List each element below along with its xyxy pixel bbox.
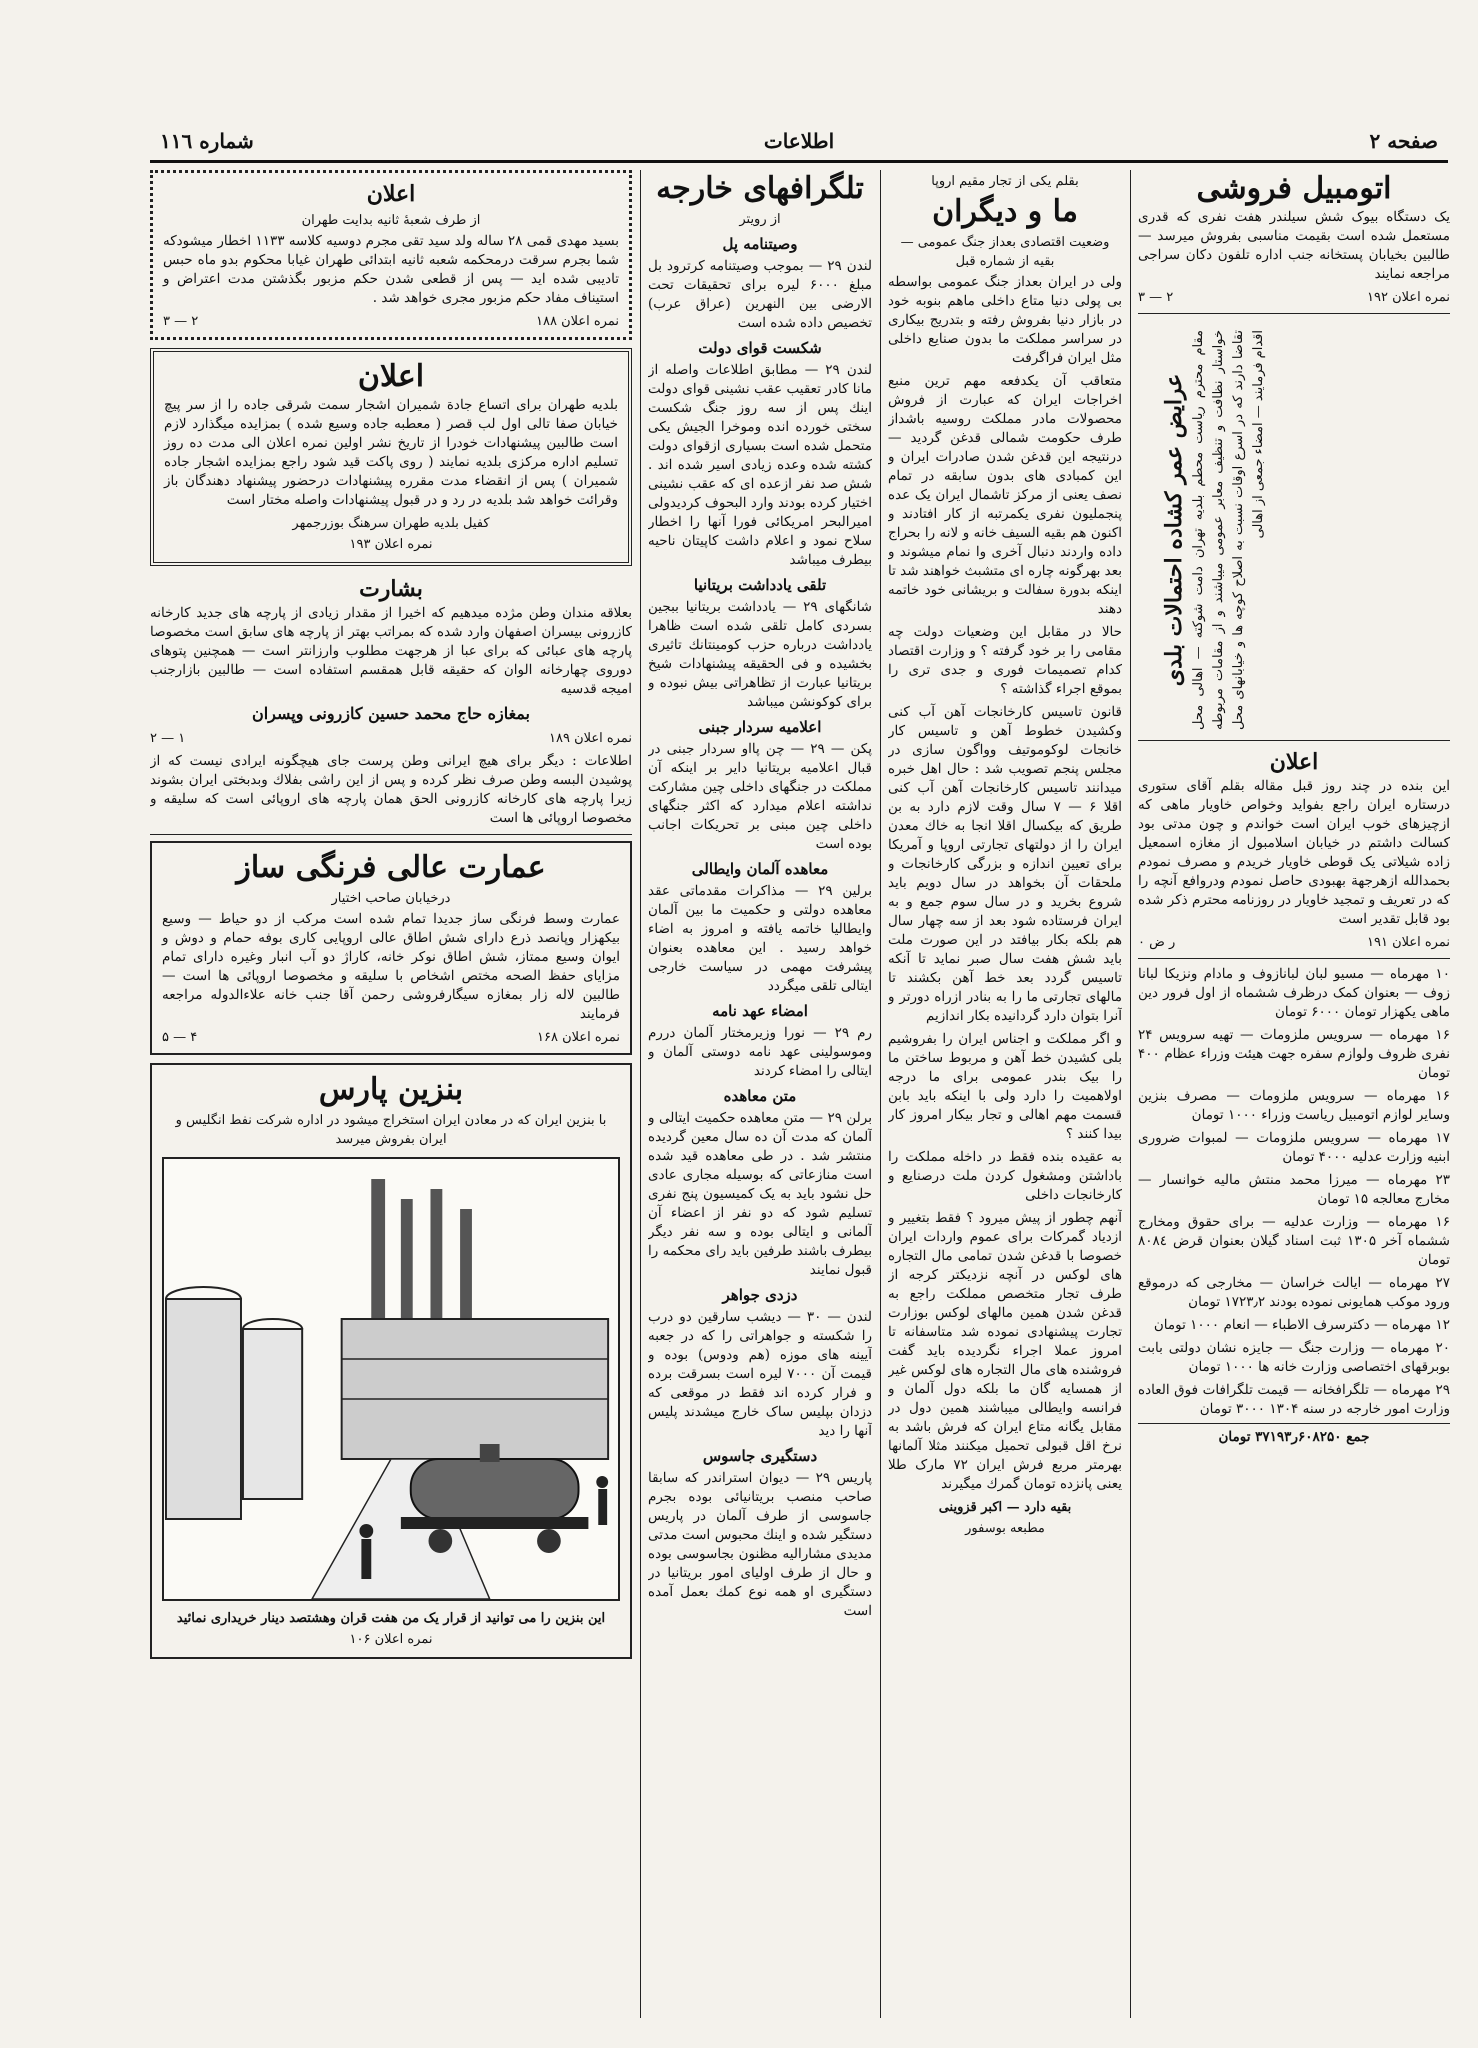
expense-entry: ۱۶ مهرماه — سرویس ملزومات — مصرف بنزین وسایر لوازم اتومبیل ریاست وزراء ۱۰۰۰ تومان xyxy=(1138,1088,1450,1123)
telegram-body: لندن — ۳۰ — دیشب سارقین دو درب را شکسته و جواهراتی را که در جعبه آیینه های موزه (هم ودوس) بوده و قیمت آن ۷۰۰۰ لیره است بسرقت برده و فرار کرده اند فقط در موقعی که دزدان بپلیس ساک خارج میشدند پلیس آنها را دید xyxy=(648,1309,872,1439)
court-notice-body: بسید مهدی قمی ۲۸ ساله ولد سید تقی مجرم دوسیه کلاسه ۱۱۳۳ اخطار میشودکه شما بجرم سرقت درمحکمه شعبه ثانیه ابتدائی طهران غیابا محکوم بدو ماه حبس تادیبی شده اید — پس از قطعی شدن حکم مزبور بگذشتن مدت اعتراض و استیناف مفاد حکم مزبور مجری خواهد شد . xyxy=(163,233,619,306)
article-paragraph: متعاقب آن یکدفعه مهم ترین منبع اخراجات ایران که عبارت از فروش محصولات مادر مملکت روسیه باشداز طرف حکومت شمالی قدغن گردید — درنتیجه این قدغن شدن صادرات ایران و این کمبادی های بدون سابقه در تمام نصف یعنی از مرکز تاشمال ایران یک عده پنجملیون نفری یکمرتبه از کار افتادند و اکنون هم بقیه السیف خانه و لانه را بحراج داده واردند دنبال آخری وا نمام میشوند و بعد بهرگونه چاره ای متشبث خواهند شد تا اینکه بدورة سفالت و بریشانی خود خاتمه دهند xyxy=(888,373,1122,617)
auto-sale-title: اتومبیل فروشی xyxy=(1196,171,1392,206)
telegram-heading: دستگیری جاسوس xyxy=(702,1447,818,1465)
fabric-ad-info: اطلاعات : دیگر برای هیچ ایرانی وطن پرست جای هیچگونه ایرادی نیست که از پوشیدن البسه وطن صرف نظر کرده و پس از این راشی بفلاك وبدبختی ایران بشوند زیرا پارچه های کارخانه کازرونی الحق همان پارچه های اروپائی است که سلیقه و مخصوصا اروپائی ها است xyxy=(150,753,632,826)
printer-name: مطبعه بوسفور xyxy=(965,1521,1045,1536)
building-ad-subtitle: درخیابان صاحب اختیار xyxy=(331,891,451,906)
building-ad-number: نمره اعلان ۱۶۸ xyxy=(536,1030,620,1045)
benzine-ad-title: بنزین پارس xyxy=(318,1072,464,1107)
caviar-notice-footer xyxy=(1138,933,1450,952)
auto-sale-body: یک دستگاه بیوک شش سیلندر هفت نفری که قدری مستعمل شده است بقیمت مناسبی بفروش میرسد — طالبین بخیابان پستخانه جنب اداره تلفون دکان سراجی مراجعه نمایند xyxy=(1138,209,1450,282)
auto-sale-ad xyxy=(1138,170,1450,307)
article-paragraph: آنهم چطور از پیش میرود ؟ فقط بتغییر و ازدیاد گمرکات برای عموم واردات ایران خصوصا با قدغن شدن تمامی مال التجاره های لوکس در آنچه نزدیکتر کرجه از طرف تجار متخصص مملکت راجع به قدغن شدن همین مالهای لوکس بوزارت تجارت پیشنهادی نموده شد متاسفانه تا امروز عملا اجراء نگردیده باید گفت فروشنده های مال التجاره های لوکس غیر از همسایه گان ما بلکه دول آلمان و فرانسه وایطالی میباشند همین دول در مقابل یگانه متاع ایران که فرش باشد به نرخ اقل قبولی تحمیل میکنند مثلا آلمانها بهرمتر مربع فرش ایران ۷۲ مارک طلا یعنی پانزده تومان گمرك میگیرند xyxy=(888,1210,1122,1492)
telegram-heading: تلقی یادداشت بریتانیا xyxy=(693,576,827,594)
telegrams-source: از رویتر xyxy=(739,212,781,227)
expense-list xyxy=(1138,965,1450,1447)
telegram-body: برلین ۲۹ — مذاکرات مقدماتی عقد معاهده دولتی و حکمیت ما بین آلمان وایطالیا خاتمه یافته و امروز به اضاء خواهد رسید . این معاهده بعنوان پیشرفت مهمی در سیاست خارجی ایتالی تلقی میگردد xyxy=(648,883,872,994)
expense-entry: ۱۶ مهرماه — وزارت عدلیه — برای حقوق ومخارج ششماه آخر ۱۳۰۵ ثبت اسناد گیلان بعنوان قرض ۸۰۸٤ تومان xyxy=(1138,1214,1450,1268)
divider xyxy=(1138,958,1450,959)
benzine-ad-footer: این بنزین را می توانید از قرار یک من هفت قران وهشتصد دینار خریداری نمائید xyxy=(176,1611,606,1626)
page-number: صفحه ۲ xyxy=(1369,129,1438,153)
municipality-notice-number: نمره اعلان ۱۹۳ xyxy=(349,537,433,552)
telegram-heading: امضاء عهد نامه xyxy=(712,1002,808,1020)
divider xyxy=(1138,313,1450,314)
telegram-item xyxy=(648,1002,872,1081)
expense-entry: ۱۷ مهرماه — سرویس ملزومات — لمبوات ضروری ابنیه وزارت عدلیه ۴۰۰۰ تومان xyxy=(1138,1130,1450,1165)
building-ad-count: ۴ — ۵ xyxy=(162,1030,198,1045)
telegram-item xyxy=(648,1286,872,1441)
fabric-ad-body: بعلاقه مندان وطن مژده میدهیم که اخیرا از مقدار زیادی از پارچه های جدید کارخانه کازرونی بیسران اصفهان وارد شده که بمراتب بهتر از پارچه های سابق است مخصوصا پارچه های عبائی که برای عبا از هرجهت مطلوب وارزانتر است — همچنین پتوهای دوروی چهارخانه الوان که حقیقه قابل همقسم استفاده است — طالبین بازارجنب امیجه قدسیه xyxy=(150,605,632,697)
telegram-item xyxy=(648,718,872,854)
court-notice-number: نمره اعلان ۱۸۸ xyxy=(535,314,619,329)
article-paragraph: قانون تاسیس کارخانجات آهن آب کنی وکشیدن خطوط آهن و تاسیس کار خانجات لوکوموتیف وواگون سازی در مجلس پنجم تصویب شد : حال اهل خبره میدانند تاسیس کارخانجات آهن آب کنی اقلا ۶ — ۷ سال وقت لازم دارد به بن طریق که بیکسال اقلا انجا به خاك معدن ایران را از دولتهای تجارتی اروپا و آمریکا برای تعیین اندازه و بزرگی کارخانجات و ملحقات آن بخواهد در سال دویم باید شروع بخرید و در سال سوم جمع و به ایران فرستاده شود بعد از سه چهار سال هم بلکه بکار بیافتد در این صورت ملت باید شش هفت سال صبر نماید تا آنکه تاسیس گردد بعد خط آهن بکشند تا مالهای تجارتی ما را به بنادر ازراه دورتر و آنرا بتوان دارد گردانیده بکار اندازیم xyxy=(888,704,1122,1024)
telegram-item xyxy=(648,1087,872,1280)
benzine-ad-body: با بنزین ایران که در معادن ایران استخراج میشود در اداره شرکت نفط انگلیس و ایران بفروش میرسد xyxy=(175,1113,607,1147)
article-byline: بقلم یکی از تجار مقیم اروپا xyxy=(931,174,1079,189)
article-paragraph: ولی در ایران بعداز جنگ عمومی بواسطه بی پولی دنیا متاع داخلی ماهم بنوبه خود در بازار دنیا بفروش رفته و بتدریج بیکاری در سراسر مملکت ما بدون صنایع داخلی مثل ایران فراگرفت xyxy=(888,274,1122,366)
caviar-notice-count: ر ض ۰ xyxy=(1138,935,1176,950)
article-subtitle: وضعیت اقتصادی بعداز جنگ عمومی — بقیه از شماره قبل xyxy=(900,235,1110,269)
benzine-ad-number: نمره اعلان ۱۰۶ xyxy=(349,1632,433,1647)
refinery-drawing xyxy=(164,1159,618,1599)
expense-entry: ۲۷ مهرماه — ایالت خراسان — مخارجی که درموقع ورود موکب همایونی نموده بودند ۱۷۲۳٫۲ تومان xyxy=(1138,1275,1450,1310)
court-notice-footer xyxy=(163,312,619,331)
refinery-illustration xyxy=(162,1157,620,1601)
telegram-heading: دزدی جواهر xyxy=(722,1286,798,1304)
auto-sale-footer xyxy=(1138,288,1450,307)
caviar-notice-number: نمره اعلان ۱۹۱ xyxy=(1366,935,1450,950)
telegram-body: پکن — ۲۹ — چن پااو سردار جبنی در قبال اعلامیه بریتانیا دایر بر اینکه آن مملکت در جنگهای داخلی چین مشارکت نداشته اعلام میدارد که اکثر جنگهای داخلی چین مبنی بر تحریکات اجانب بوده است xyxy=(648,741,872,852)
article-paragraph: حالا در مقابل این وضعیات دولت چه مقامی را بر خود گرفته ؟ و وزارت اقتصاد کدام تصمیمات فوری و جدی تری را بموقع اجراء گذاشته ؟ xyxy=(888,624,1122,697)
rotated-ad xyxy=(1138,320,1450,741)
court-notice-title: اعلان xyxy=(366,181,416,207)
expense-entry: ۱۶ مهرماه — سرویس ملزومات — تهیه سرویس ۲۴ نفری ظروف ولوازم سفره جهت هیئت وزراء عظام ۴۰۰ تومان xyxy=(1138,1027,1450,1081)
expense-entry: ۱۰ مهرماه — مسیو لبان لبانازوف و مادام ونزیکا لبانا زوف — بعنوان کمک درظرف ششماه از اول فرور دین ماهی یکهزار تومان ۶۰۰۰ تومان xyxy=(1138,966,1450,1020)
fabric-ad-count: ۱ — ۲ xyxy=(150,731,186,746)
column-divider xyxy=(1130,170,1131,2018)
issue-number: شماره ۱۱٦ xyxy=(160,129,254,153)
telegram-item xyxy=(648,1447,872,1621)
expense-entry: ۲۰ مهرماه — وزارت جنگ — جایزه نشان دولتی بابت بوبرقهای اختصاصی وزارت خانه ها ۱۰۰۰ تومان xyxy=(1138,1340,1450,1375)
article-paragraph: به عقیده بنده فقط در داخله مملکت را باداشتن ومشغول کردن ملت درصنایع و کارخانجات داخلی xyxy=(888,1149,1122,1203)
expense-total: جمع ۶۰۸۲۵۰ر۳۷۱۹۳ تومان xyxy=(1138,1423,1450,1447)
expense-entry: ۲۳ مهرماه — میرزا محمد منتش مالیه خوانسار — مخارج معالجه ۱۵ تومان xyxy=(1138,1172,1450,1207)
masthead-rule xyxy=(150,160,1448,163)
telegram-heading: وصیتنامه پل xyxy=(722,235,798,253)
auto-sale-number: نمره اعلان ۱۹۲ xyxy=(1366,290,1450,305)
fabric-ad-shop: بمغازه حاج محمد حسین کازرونی وپسران xyxy=(251,704,530,723)
column-divider xyxy=(880,170,881,2018)
telegram-item xyxy=(648,576,872,712)
expense-entry: ۲۹ مهرماه — تلگرافخانه — قیمت تلگرافات فوق العاده وزارت امور خارجه در سنه ۱۳۰۴ ۳۰۰۰ تومان xyxy=(1138,1382,1450,1417)
telegram-item xyxy=(648,339,872,570)
court-notice xyxy=(150,170,632,340)
column-article xyxy=(888,170,1122,2020)
divider xyxy=(150,834,632,835)
caviar-notice xyxy=(1138,747,1450,952)
telegram-body: پاریس ۲۹ — دیوان استراندر که سابقا صاحب منصب بریتانیائی بوده بجرم جاسوسی از طرف آلمان در پاریس دستگیر شده و اینك محبوس است مدتی مدیدی مشارالیه مظنون بجاسوسی بوده و حال از طرف اولیای امور بریتانیا در دستگیری او همه نوع کمك بعمل آمده است xyxy=(648,1470,872,1619)
article-paragraph: و اگر مملکت و اجناس ایران را بفروشیم بلی کشیدن خط آهن و مربوط ساختن ما را بیک بندر عمومی برای ما درجه اولاهمیت را دارد ولی با اینکه باید بابن قسمت مهم اهالی و تجار بیکار امروز کار بیدا کنند ؟ xyxy=(888,1031,1122,1142)
article-title: ما و دیگران xyxy=(932,194,1078,229)
telegrams-title: تلگرافهای خارجه xyxy=(656,171,864,206)
telegram-item xyxy=(648,235,872,333)
column-right xyxy=(1138,170,1450,2020)
column-telegrams xyxy=(648,170,872,2020)
telegram-item xyxy=(648,860,872,996)
fabric-ad-footer xyxy=(150,729,632,748)
municipality-notice-title: اعلان xyxy=(357,359,425,394)
telegram-heading: معاهده آلمان وایطالی xyxy=(691,860,829,878)
masthead xyxy=(150,125,1448,159)
telegram-body: شانگهای ۲۹ — یادداشت بریتانیا ببجین بسردی کامل تلقی شده است ظاهرا یادداشت درباره حزب کومینتانك تاثیری بخشیده و فی الحقیقه پیشنهادات شیخ بریتانیا عبارت از تظاهراتی بیش نبوده و برای کوکونشن میباشد xyxy=(648,599,872,710)
building-ad-title: عمارت عالی فرنگی ساز xyxy=(236,850,546,885)
telegram-body: لندن ۲۹ — مطابق اطلاعات واصله از مانا کادر تعقیب عقب نشینی قوای دولت اینك پس از سه روز جنگ شکست سختی خورده انده وموخرا الجیش یکی متحمل شده است بسیاری ازقوای دولت کشته شده وعده زیادی اسیر شده اند . شش صد نفر ازعده ای که عقب نشینی اختیار کرده بودند وارد البحوف کردیدولی امیرالبحر امریکائی فورا آنها را اخطار سلاح نمود و اعلام داشت کاپیتان ناحیه بیطرف میباشد xyxy=(648,362,872,568)
fabric-ad-number: نمره اعلان ۱۸۹ xyxy=(548,731,632,746)
caviar-notice-title: اعلان xyxy=(1269,749,1319,775)
building-ad-body: عمارت وسط فرنگی ساز جدیدا تمام شده است مرکب از دو حیاط — وسیع بیکهزار وپانصد ذرع دارای شش اطاق عالی اروپایی کاری بوفه حمام و دوش و ایوان وسیع ممتاز، شش اطاق نوکر خانه، کاراژ دو آب انبار وغیره دارای تمام مزایای حفظ الصحه مختص اشخاص با سلیقه و مخصوصا اروپائی ها است — طالبین لاله زار بمغازه سیگارفروشی رحمن آقا جنب خانه علاءالدوله مراجعه فرمایند xyxy=(162,911,620,1022)
building-ad-footer xyxy=(162,1028,620,1047)
telegram-body: برلن ۲۹ — متن معاهده حکمیت ایتالی و آلمان که مدت آن ده سال معین گردیده منتشر شد . در طی معاهده قید شده است منازعاتی که بوسیله مجاری عادی حل نشود باید به یک کمیسیون پنج نفری تسلیم شود که دو نفر از اعضاء آن آلمانی و ایتالی بوده و سه نفر دیگر بیطرف باشند طرفین باید رای محکمه را قبول نمایند xyxy=(648,1110,872,1278)
column-ads xyxy=(150,170,632,2020)
benzine-ad xyxy=(150,1063,632,1659)
municipality-notice xyxy=(150,348,632,566)
fabric-ad-title: بشارت xyxy=(359,576,423,602)
telegram-body: لندن ۲۹ — بموجب وصیتنامه کرترود بل مبلغ ۶۰۰۰ لیره برای تحقیقات تحت الارضی بین النهرین (عراق عرب) تخصیص داده شده است xyxy=(648,258,872,331)
telegram-body: رم ۲۹ — نورا وزیرمختار آلمان دررم وموسولینی عهد نامه دوستی آلمان و ایتالی را امضاء کردند xyxy=(648,1025,872,1079)
telegram-heading: اعلامیه سردار جبنی xyxy=(698,718,822,736)
telegram-heading: متن معاهده xyxy=(723,1087,797,1105)
paper-name: اطلاعات xyxy=(763,129,835,153)
auto-sale-count: ۲ — ۳ xyxy=(1138,290,1174,305)
municipality-notice-body: بلدیه طهران برای اتساع جادة شمیران اشجار سمت شرقی جاده را از سر پیچ خیابان صفا تالی اول لب قصر ( معطبه جاده وسیع شده ) بمزایده میگذارد لازم است طالبین پیشنهادات خودرا از تاریخ نشر اولین نمره اعلان الی مدت ده روز تسلیم اداره مرکزی بلدیه نمایند ( روی پاکت قید شود راجع بمزایده اشجار جاده شمیران ) پس از انقضاء مدت مقرره پیشنهادات درحضور پیشنهاد دهندگان باز وقرائت خواهد شد بلدیه در رد و در قبول پیشنهادات واصله مختار است xyxy=(164,397,618,508)
rotated-ad-title: عرایض عمر کشاده احتمالات بلدی xyxy=(1161,373,1187,687)
caviar-notice-body: این بنده در چند روز قبل مقاله بقلم آقای ستوری درستاره ایران راجع بفواید وخواص خاویار ماهی که ازچیزهای خوب ایران است خواندم و چون مدتی بود کسالت داشتم در خیابان اسلامبول از مغازه اسمعیل زاده شیلاتی یک قوطی خاویار خریدم و مصرف نمودم بحمدالله ازهرجهة بهبودی حاصل نمودم ودروافع آنچه را که در تعریف و تمجید خاویار در روزنامه محترم ذکر شده بود قابل تقدیر است xyxy=(1138,778,1450,927)
telegram-heading: شکست قوای دولت xyxy=(698,339,822,357)
municipality-notice-signer: کفیل بلدیه طهران سرهنگ بوزرجمهر xyxy=(292,516,490,531)
fabric-ad xyxy=(150,574,632,828)
rotated-ad-body: مقام محترم ریاست محطم بلدیه تهران دامت شوکته — اهالی محل خواستار نظافت و تنظیف معابر عمومی میباشند و از مقامات مربوطه تقاضا دارند که در اسرع اوقات نسبت به اصلاح کوچه ها و خیابانهای محل اقدام فرمایند — امضاء جمعی از اهالی xyxy=(1191,330,1266,730)
article-signature: بقیه دارد — اکبر قزوینی xyxy=(938,1500,1072,1515)
building-ad xyxy=(150,841,632,1055)
column-divider xyxy=(640,170,641,2018)
court-notice-count: ۲ — ۳ xyxy=(163,314,199,329)
court-notice-subtitle: از طرف شعبهٔ ثانیه بدایت طهران xyxy=(301,213,481,228)
expense-entry: ۱۲ مهرماه — دکترسرف الاطباء — انعام ۱۰۰۰ تومان xyxy=(1153,1317,1450,1333)
